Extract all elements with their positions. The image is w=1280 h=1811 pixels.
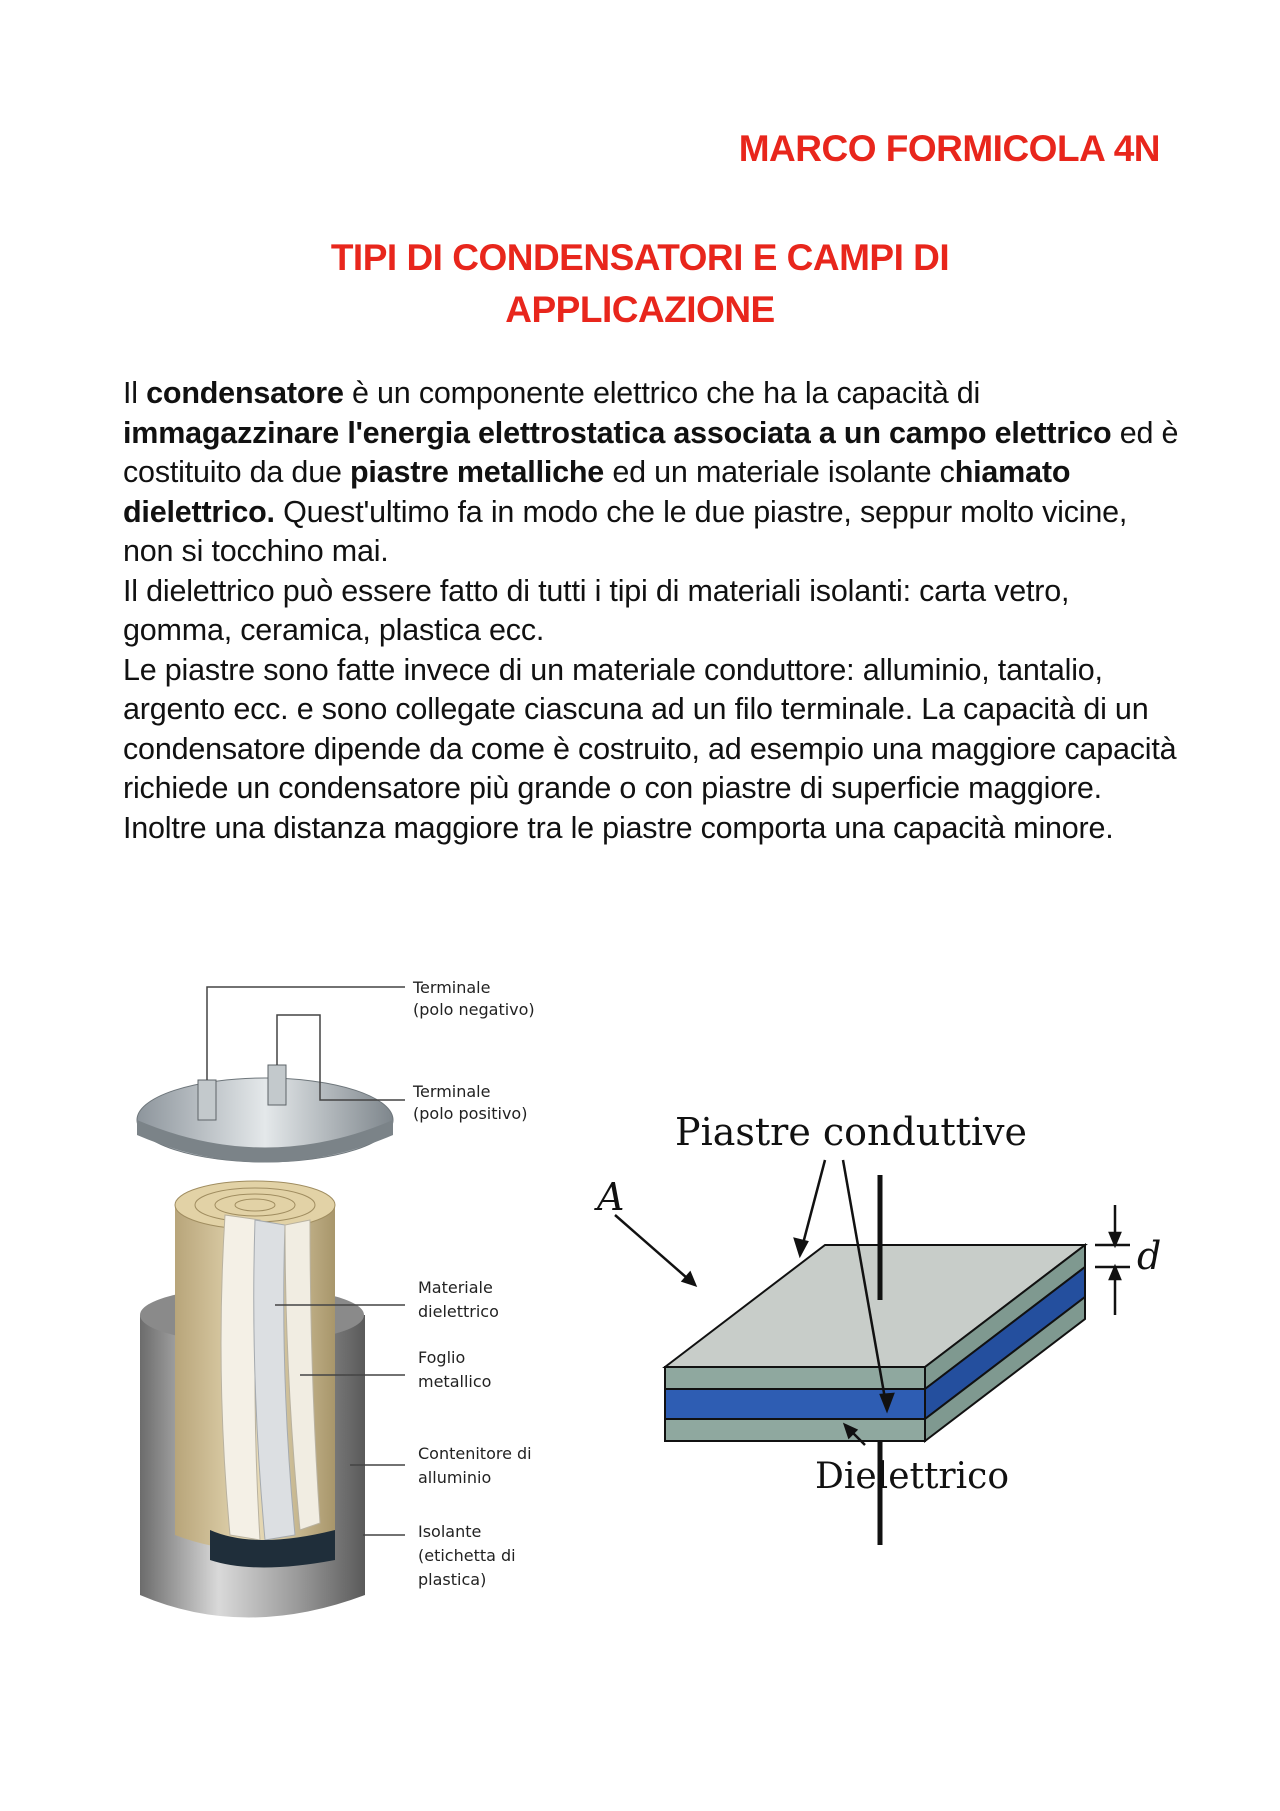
label-diel-1: Materiale: [418, 1278, 493, 1297]
label-ins-2: (etichetta di: [418, 1546, 516, 1565]
title-line-1: TIPI DI CONDENSATORI E CAMPI DI: [330, 237, 950, 278]
text-run: Quest'ultimo fa in modo che le due piastre, seppur molto vicine, non si tocchino mai.: [123, 494, 1128, 568]
label-neg-2: (polo negativo): [413, 1000, 535, 1019]
label-pos-1: Terminale: [413, 1082, 491, 1101]
bold-run: piastre metalliche: [350, 455, 605, 489]
label-plates: Piastre conduttive: [675, 1110, 1027, 1154]
label-pos-2: (polo positivo): [413, 1104, 528, 1123]
label-diel-2: dielettrico: [418, 1302, 499, 1321]
title-line-2: APPLICAZIONE: [505, 289, 775, 330]
page-title: [150, 232, 1130, 336]
electrolytic-capacitor-figure: [135, 975, 575, 1655]
bottom-plate-side: [665, 1419, 925, 1441]
bold-run: hiamato dielettrico.: [123, 455, 1071, 529]
parallel-plate-capacitor-figure: [597, 1105, 1195, 1555]
label-neg-1: Terminale: [413, 978, 491, 997]
label-area: A: [597, 1175, 625, 1219]
arrow-head: [795, 1239, 807, 1255]
paragraph-2: Il dielettrico può essere fatto di tutti i tipi di materiali isolanti: carta vetro, gomma, ceramica, plastica ecc.: [123, 573, 1070, 647]
bold-run: immagazzinare l'energia elettrostatica associata a un campo elettrico: [123, 415, 1112, 450]
text-run: è un componente elettrico che ha la capacità di: [343, 376, 981, 410]
bold-run: condensatore: [146, 376, 344, 410]
label-cont-1: Contenitore di: [418, 1444, 532, 1463]
label-foil-1: Foglio: [418, 1348, 466, 1367]
label-ins-1: Isolante: [418, 1522, 482, 1541]
label-ins-3: plastica): [418, 1570, 487, 1589]
label-dielectric: Dielettrico: [815, 1456, 1009, 1497]
body-text: [123, 374, 1183, 848]
paragraph-1: [123, 374, 1183, 572]
text-run: ed è costituito da due: [123, 415, 1179, 489]
leader-neg: [207, 987, 405, 1080]
label-cont-2: alluminio: [418, 1468, 492, 1487]
text-run: Il: [123, 376, 147, 410]
dim-head: [1110, 1233, 1120, 1245]
terminal-negative: [198, 1080, 216, 1120]
paragraph-3: Le piastre sono fatte invece di un materiale conduttore: alluminio, tantalio, argento ecc. e sono collegate ciascuna ad un filo terminale. La capacità di un condensatore dipende da come è costruito, ad esempio una maggiore capacità richiede un condensatore più grande o con piastre di superficie maggiore. Inoltre una distanza maggiore tra le piastre comporta una capacità minore.: [123, 652, 1177, 845]
arrow-area: [615, 1215, 695, 1285]
top-plate-side: [665, 1367, 925, 1389]
label-distance: d: [1137, 1234, 1162, 1278]
terminal-positive: [268, 1065, 286, 1105]
text-run: ed un materiale isolante c: [604, 455, 955, 489]
author-name: MARCO FORMICOLA 4N: [738, 128, 1160, 169]
label-foil-2: metallico: [418, 1372, 492, 1391]
